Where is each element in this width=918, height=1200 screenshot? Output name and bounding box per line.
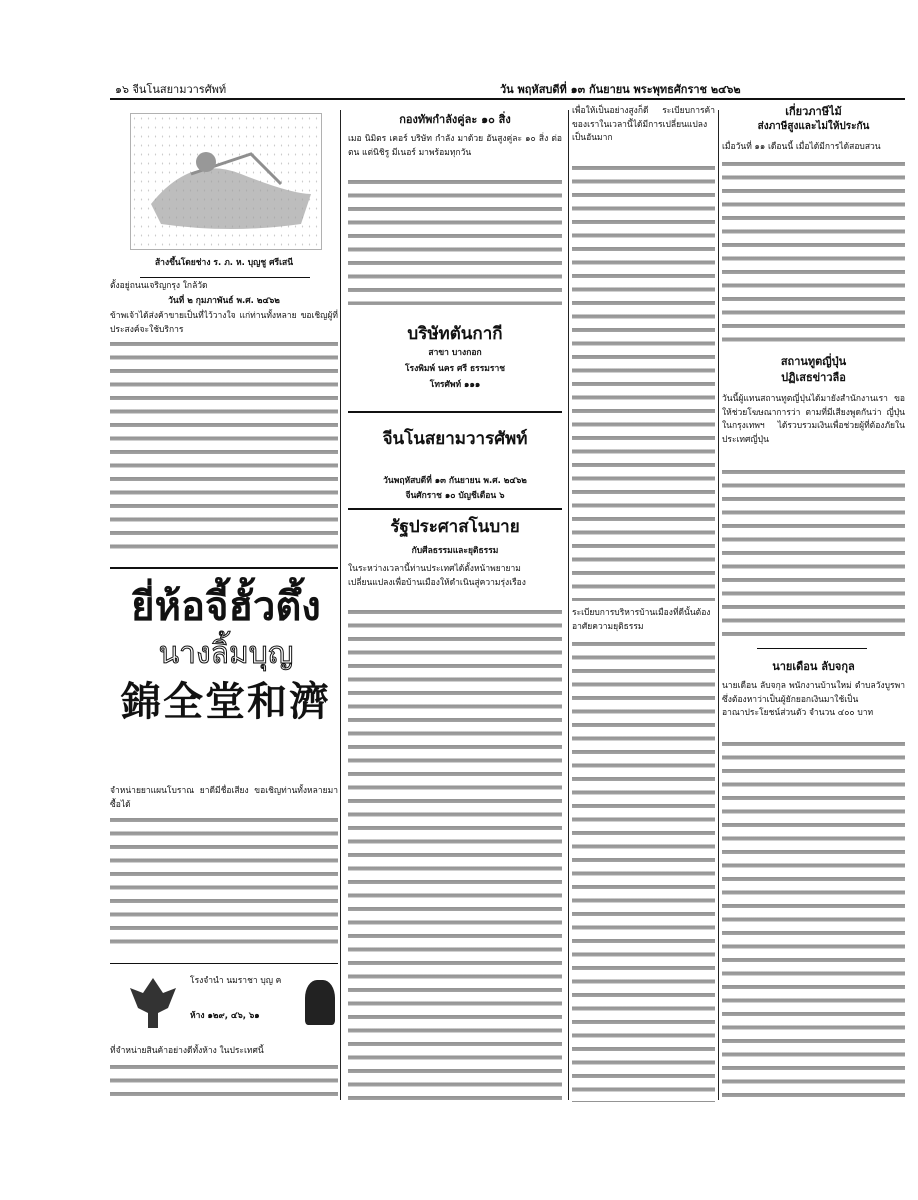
body-text xyxy=(572,161,715,601)
column-4 xyxy=(722,105,905,1105)
dateline: วันที่ ๒ กุมภาพันธ์ พ.ศ. ๒๔๖๒ xyxy=(168,296,280,306)
illustration-caption: ส้างขึ้นโดยช่าง ร. ภ. ห. บุญชู ศรีเสนี xyxy=(154,258,294,268)
divider xyxy=(140,277,310,278)
column-1 xyxy=(110,105,338,1105)
masthead-title: จีนโนสยามวารศัพท์ xyxy=(382,429,528,449)
ad-chinese-name: 錦全堂和濟 xyxy=(121,679,331,725)
paragraph: วันนี้ผู้แทนสถานทูตญี่ปุ่นได้มายังสำนักงานเรา ขอให้ช่วยโฆษณาการว่า ตามที่มีเสียงพูดกันว่า ญี่ปุ่นในกรุงเทพฯ ได้รวบรวมเงินเพื่อช่วยผู้ที่ต้องภัยในประเทศญี่ปุ่น xyxy=(722,394,905,445)
company-detail: โรงพิมพ์ นคร ศรี ธรรมราช xyxy=(404,364,506,374)
paragraph: นายเดือน ลับจกุล พนักงานบ้านใหม่ ตำบลวังบูรพา ซึ่งต้องหาว่าเป็นผู้ยักยอกเงินมาใช้เป็นอาณาประโยชน์ส่วนตัว จำนวน ๔๐๐ บาท xyxy=(722,681,905,718)
body-text xyxy=(722,737,905,1102)
article-heading: เกี่ยวภาษีไม้ xyxy=(785,105,842,118)
column-divider xyxy=(568,110,569,1100)
company-detail: โทรศัพท์ ๑๑๑ xyxy=(429,380,481,390)
body-text xyxy=(722,465,905,640)
divider xyxy=(348,508,562,510)
ornament-icon xyxy=(305,980,335,1025)
company-name: บริษัทตันกากี xyxy=(407,324,503,344)
divider xyxy=(110,567,338,569)
body-text xyxy=(348,175,562,305)
body-text xyxy=(110,337,338,557)
body-text xyxy=(110,813,338,953)
paragraph: ข้าพเจ้าได้ส่งค้าขายเป็นที่ไว้วางใจ แก่ท่านทั้งหลาย ขอเชิญผู้ที่ประสงค์จะใช้บริการ xyxy=(110,311,338,335)
divider xyxy=(348,411,562,413)
page-number-title: ๑๖ จีนโนสยามวารศัพท์ xyxy=(115,83,227,96)
article-heading: ส่งภาษีสูงและไม่ให้ประกัน xyxy=(757,121,870,132)
column-divider xyxy=(340,110,341,1100)
company-detail: สาขา บางกอก xyxy=(428,348,482,358)
column-2 xyxy=(344,105,566,1105)
masthead-date: วันพฤหัสบดีที่ ๑๓ กันยายน พ.ศ. ๒๔๖๒ xyxy=(383,476,527,486)
editorial-subtitle: กับศีลธรรมและยุติธรรม xyxy=(411,546,499,556)
column-3 xyxy=(572,105,715,1105)
article-heading: สถานทูตญี่ปุ่น xyxy=(780,355,847,368)
paragraph: ระเบียบการบริหารบ้านเมืองที่ดีนั้นต้องอาศัยความยุติธรรม xyxy=(572,608,711,632)
advertisement-banner xyxy=(115,580,337,780)
masthead-date: จีนศักราช ๑๐ บัญชีเดือน ๖ xyxy=(405,491,505,501)
garuda-emblem-icon xyxy=(128,973,178,1033)
editorial-title: รัฐประศาสโนบาย xyxy=(390,517,520,537)
body-text xyxy=(348,605,562,1100)
body-text xyxy=(110,1060,338,1105)
article-heading: นายเดือน ลับจกุล xyxy=(772,660,855,673)
article-heading: กองทัพกำลังคู่ละ ๑๐ สิ่ง xyxy=(399,113,511,126)
illustration xyxy=(130,113,322,250)
header-rule xyxy=(110,98,905,100)
column-divider xyxy=(718,110,719,1100)
ad-subtitle: นางลิ้มบุญ xyxy=(158,636,294,671)
paragraph: จำหน่ายยาแผนโบราณ ยาดีมีชื่อเสียง ขอเชิญท่านทั้งหลายมาซื้อได้ xyxy=(110,786,338,810)
article-heading: ปฏิเสธข่าวลือ xyxy=(781,371,846,384)
ad-title: ยี่ห้อจี้ฮั้วตึ้ง xyxy=(131,584,321,630)
byline: ตั้งอยู่ถนนเจริญกรุง ใกล้วัด xyxy=(110,281,208,291)
body-text xyxy=(722,157,905,342)
issue-date: วัน พฤหัสบดีที่ ๑๓ กันยายน พระพุทธศักราช ๒๔๖๒ xyxy=(500,83,741,96)
paragraph: เพื่อให้เป็นอย่างสูงก็ดี ระเบียบการค้าของเราในเวลานี้ได้มีการเปลี่ยนแปลงเป็นอันมาก xyxy=(572,106,715,143)
ad-line: ห้าง ๑๒๙, ๔๖, ๖๑ xyxy=(190,1011,260,1021)
divider xyxy=(757,648,867,649)
paragraph: เมอ นิมิตร เคอร์ บริษัท กำลัง มาด้วย อันสูงคู่ละ ๑๐ สิ่ง ต่อตน แต่นิชิรู มีเนอร์ มาพร้อมทุกวัน xyxy=(348,134,562,158)
paragraph: ที่จำหน่ายสินค้าอย่างดีทั้งห้าง ในประเทศนี้ xyxy=(110,1046,264,1056)
paragraph: ในระหว่างเวลานี้ท่านประเทศได้ตั้งหน้าพยายามเปลี่ยนแปลงเพื่อบ้านเมืองให้ดำเนินสู่ความรุ่งเรือง xyxy=(348,564,526,588)
divider xyxy=(110,963,338,964)
ad-line: โรงจำนำ นมราชา บุญ ค xyxy=(190,976,282,986)
body-text xyxy=(572,637,715,1102)
paragraph: เมื่อวันที่ ๑๑ เดือนนี้ เมื่อได้มีการได้สอบสวน xyxy=(722,142,881,152)
engraving-figure-icon xyxy=(131,114,321,249)
